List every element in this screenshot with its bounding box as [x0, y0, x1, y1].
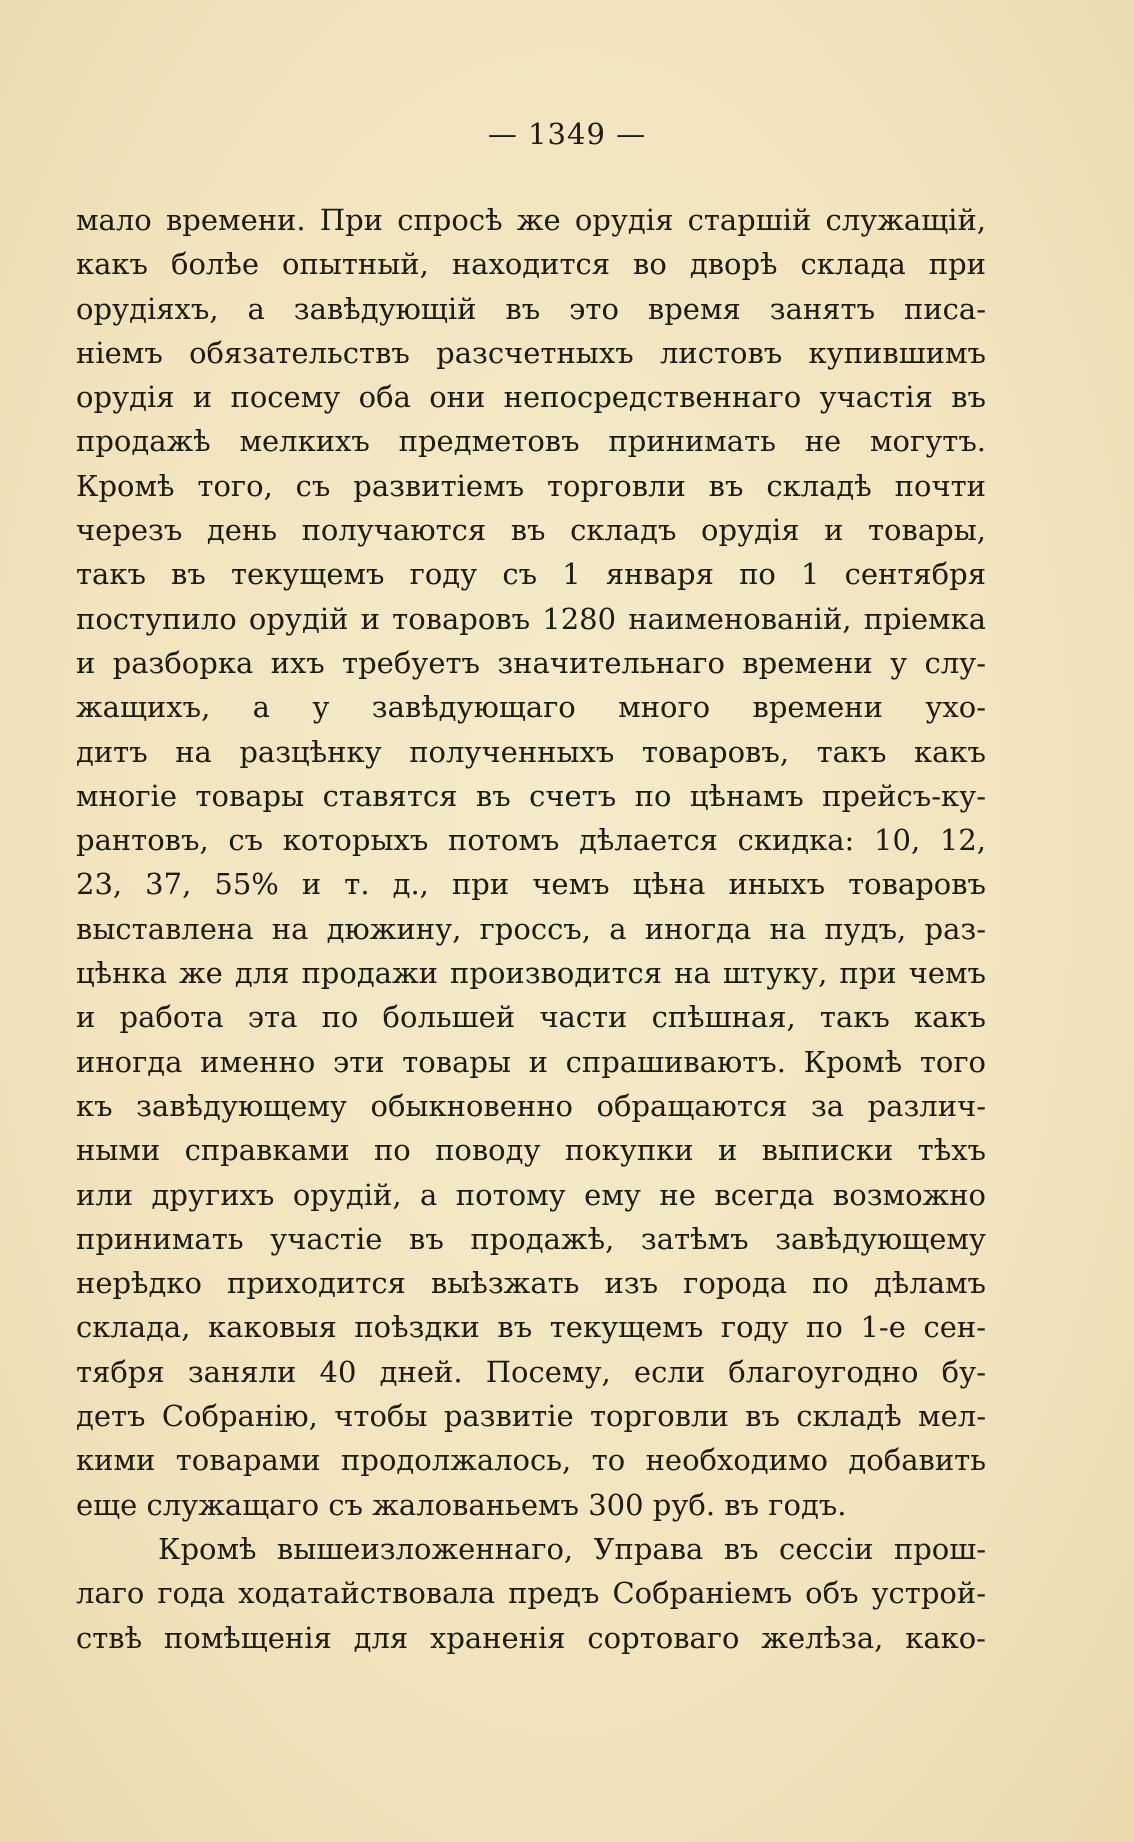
- text-line: какъ болѣе опытный, находится во дворѣ склада при: [76, 247, 986, 282]
- text-line: и разборка ихъ требуетъ значительнаго времени у слу-: [76, 645, 986, 680]
- text-line: принимать участіе въ продажѣ, затѣмъ завѣдующему: [76, 1221, 986, 1256]
- text-line: орудіяхъ, а завѣдующій въ это время занятъ писа-: [76, 291, 986, 326]
- body-text: [76, 198, 986, 1660]
- text-line: Кромѣ того, съ развитіемъ торговли въ складѣ почти: [76, 468, 986, 503]
- text-line: кими товарами продолжалось, то необходимо добавить: [76, 1443, 986, 1478]
- text-line: еще служащаго съ жалованьемъ 300 руб. въ годъ.: [76, 1487, 847, 1522]
- page-number: — 1349 —: [487, 117, 647, 151]
- text-line: такъ въ текущемъ году съ 1 января по 1 сентября: [76, 557, 986, 592]
- text-line: многіе товары ставятся въ счетъ по цѣнамъ прейсъ-ку-: [76, 778, 986, 813]
- text-line: ствѣ помѣщенія для храненія сортоваго желѣза, како-: [76, 1620, 986, 1655]
- text-line: цѣнка же для продажи производится на штуку, при чемъ: [76, 956, 986, 991]
- text-line: къ завѣдующему обыкновенно обращаются за различ-: [76, 1088, 986, 1123]
- text-line: поступило орудій и товаровъ 1280 наименованій, пріемка: [76, 601, 986, 636]
- text-line: иногда именно эти товары и спрашиваютъ. Кромѣ того: [76, 1044, 986, 1079]
- text-line: рантовъ, съ которыхъ потомъ дѣлается скидка: 10, 12,: [76, 823, 986, 858]
- text-line: жащихъ, а у завѣдующаго много времени ухо-: [76, 690, 986, 725]
- text-line: дитъ на разцѣнку полученныхъ товаровъ, такъ какъ: [76, 734, 986, 769]
- text-line: орудія и посему оба они непосредственнаго участія въ: [76, 380, 986, 415]
- text-line: и работа эта по большей части спѣшная, такъ какъ: [76, 1000, 986, 1035]
- text-line: ніемъ обязательствъ разсчетныхъ листовъ купившимъ: [76, 335, 986, 370]
- text-line: продажѣ мелкихъ предметовъ принимать не могутъ.: [76, 424, 986, 459]
- text-line: детъ Собранію, чтобы развитіе торговли въ складѣ мел-: [76, 1399, 986, 1434]
- text-line: лаго года ходатайствовала предъ Собраніемъ объ устрой-: [76, 1576, 986, 1611]
- text-line: или другихъ орудій, а потому ему не всегда возможно: [76, 1177, 986, 1212]
- text-line: ными справками по поводу покупки и выписки тѣхъ: [76, 1133, 986, 1168]
- paragraph-first-line: Кромѣ вышеизложеннаго, Управа въ сессіи прош-: [158, 1531, 986, 1566]
- text-line: склада, каковыя поѣздки въ текущемъ году по 1-е сен-: [76, 1310, 986, 1345]
- text-line: выставлена на дюжину, гроссъ, а иногда на пудъ, раз-: [76, 911, 986, 946]
- text-line: 23, 37, 55% и т. д., при чемъ цѣна иныхъ товаровъ: [76, 867, 986, 902]
- text-line: нерѣдко приходится выѣзжать изъ города по дѣламъ: [76, 1266, 986, 1301]
- text-line: мало времени. При спросѣ же орудія старшій служащій,: [76, 203, 986, 237]
- text-line: тября заняли 40 дней. Посему, если благоугодно бу-: [76, 1354, 986, 1389]
- text-line: черезъ день получаются въ складъ орудія и товары,: [76, 513, 986, 548]
